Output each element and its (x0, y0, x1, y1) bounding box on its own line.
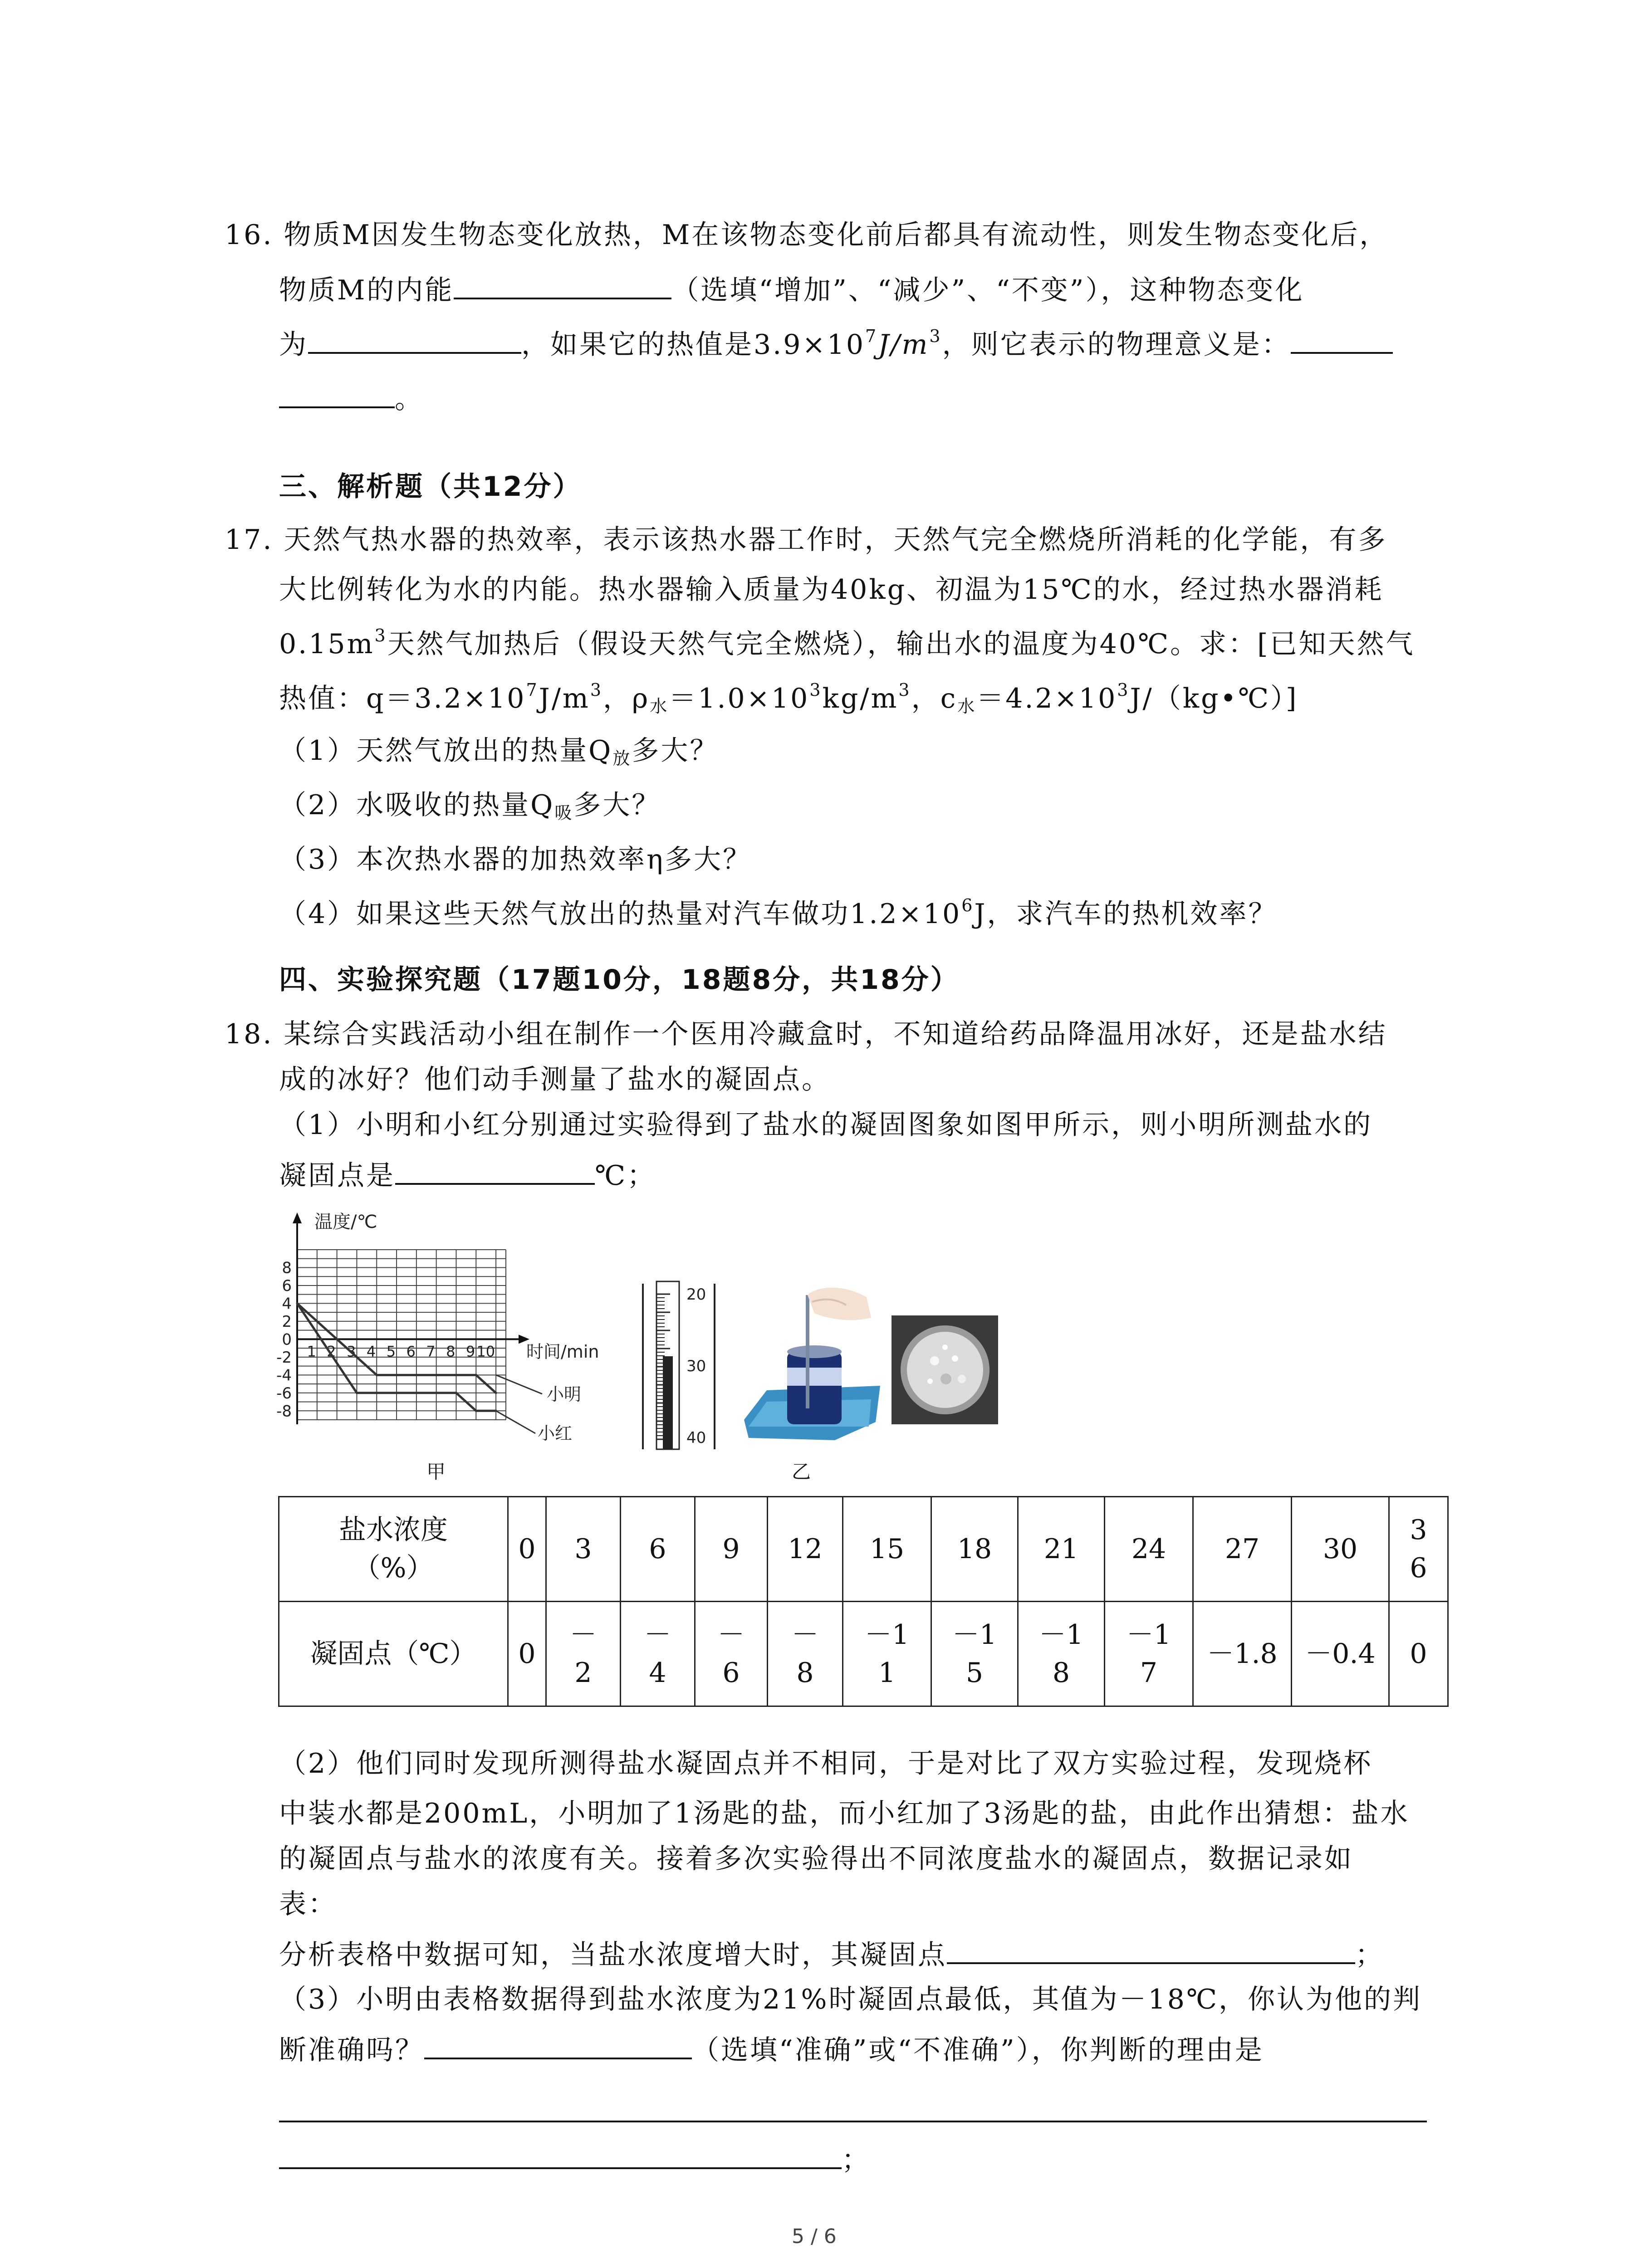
q16-text: 为 (279, 329, 308, 361)
q17-text: 天然气加热后（假设天然气完全燃烧），输出水的温度为40℃。求：[已知天然气 (387, 628, 1415, 660)
answer-blank-meaning-2[interactable] (279, 380, 395, 408)
table-cell: 9 (695, 1497, 768, 1602)
q17-text: 多大？ (632, 735, 719, 767)
figure-label-yi: 乙 (792, 1461, 811, 1483)
q17-text: （2）水吸收的热量Q (279, 789, 555, 821)
y-tick-label: -6 (276, 1384, 292, 1403)
q17-text: ，ρ (603, 683, 650, 714)
q17-text: ＝1.0×10 (669, 683, 810, 714)
table-cell: 27 (1193, 1497, 1292, 1602)
q16-text: （选填“增加”、“减少”、“不变”），这种物态变化 (671, 274, 1304, 306)
q18-text: （选填“准确”或“不准确”），你判断的理由是 (692, 2034, 1264, 2066)
thermo-label-30: 30 (686, 1357, 706, 1375)
table-cell: －1.8 (1193, 1602, 1292, 1706)
q18-part2-line-4: 表： (279, 1888, 337, 1920)
freezing-graph (270, 1204, 615, 1472)
graph-y-ticks (276, 1259, 292, 1420)
data-point (376, 1374, 378, 1376)
y-tick-label: 6 (282, 1276, 292, 1295)
q16-text: 物质M的内能 (279, 274, 454, 306)
x-tick-label: 3 (347, 1343, 356, 1360)
q17-line-4 (279, 680, 1298, 717)
q17-line-3 (279, 626, 1415, 662)
table-cell: －4 (621, 1602, 695, 1706)
table-header-freezing-point: 凝固点（℃） (279, 1602, 508, 1706)
answer-blank-internal-energy[interactable] (454, 271, 671, 299)
table-cell: 6 (621, 1497, 695, 1602)
table-cell: －8 (768, 1602, 843, 1706)
subscript: 水 (650, 696, 669, 716)
x-tick-label: 2 (327, 1343, 336, 1360)
thermo-label-20: 20 (686, 1286, 706, 1304)
q18-text: 断准确吗？ (279, 2034, 424, 2066)
q16-line-2 (279, 271, 1304, 308)
q18-part2-line-5 (279, 1936, 1384, 1973)
table-cell: 24 (1105, 1497, 1193, 1602)
superscript: 3 (809, 680, 823, 700)
q18-part3-line-4 (279, 2141, 871, 2178)
x-tick-label: 5 (386, 1343, 396, 1360)
q16-text: ，则它表示的物理意义是： (942, 329, 1291, 361)
subscript: 水 (957, 696, 977, 716)
table-cell: －0.4 (1292, 1602, 1389, 1706)
y-tick-label: 0 (282, 1330, 292, 1349)
q17-text: kg/m (822, 683, 899, 714)
superscript: 7 (526, 680, 539, 700)
q18-part3-line-2 (279, 2031, 1264, 2068)
data-point (455, 1392, 457, 1394)
table-cell: 0 (508, 1602, 546, 1706)
q17-text: J/（kg•℃）] (1130, 683, 1298, 714)
x-tick-label: 7 (426, 1343, 436, 1360)
q16-text: ，如果它的热值是3.9×10 (521, 329, 866, 361)
superscript: 3 (590, 680, 603, 700)
answer-blank-phase-change[interactable] (308, 326, 521, 354)
x-tick-label: 8 (446, 1343, 456, 1360)
q17-line-2: 大比例转化为水的内能。热水器输入质量为40kg、初温为15℃的水，经过热水器消耗 (279, 574, 1384, 606)
section-4-title: 四、实验探究题（17题10分，18题8分，共18分） (279, 964, 960, 996)
y-tick-label: -4 (276, 1366, 292, 1385)
graph-y-label: 温度/℃ (314, 1212, 377, 1232)
superscript: 7 (865, 326, 878, 346)
page-number: 5 / 6 (792, 2225, 837, 2248)
q18-part1-line-1: （1）小明和小红分别通过实验得到了盐水的凝固图象如图甲所示，则小明所测盐水的 (279, 1109, 1373, 1141)
table-cell: 0 (508, 1497, 546, 1602)
q17-text: J，求汽车的热机效率？ (974, 898, 1278, 930)
legend-leader-xiaohong (496, 1411, 535, 1433)
superscript: 3 (374, 626, 387, 645)
table-cell: 18 (931, 1497, 1018, 1602)
answer-blank-reason-2[interactable] (279, 2141, 842, 2169)
table-cell: 12 (768, 1497, 843, 1602)
superscript: 3 (929, 326, 942, 346)
y-tick-label: -2 (276, 1348, 292, 1367)
figure-label-jia: 甲 (426, 1461, 446, 1483)
table-cell: －2 (546, 1602, 621, 1706)
answer-blank-meaning-1[interactable] (1291, 326, 1393, 354)
q18-part1-line-2 (279, 1157, 656, 1194)
cup-stirring-photo (740, 1277, 885, 1449)
table-row-concentration (279, 1497, 1448, 1602)
answer-line-reason-1[interactable] (279, 2121, 1427, 2122)
table-cell: 3 (546, 1497, 621, 1602)
q17-text: J/m (539, 683, 590, 714)
table-cell: 21 (1018, 1497, 1105, 1602)
q17-text: ，c (911, 683, 958, 714)
q18-text: ； (842, 2144, 871, 2176)
legend-xiaoming: 小明 (547, 1384, 582, 1404)
table-cell: －6 (695, 1602, 768, 1706)
table-header-concentration: 盐水浓度（%） (279, 1497, 508, 1602)
y-tick-label: -8 (276, 1402, 292, 1421)
q17-line-1: 17. 天然气热水器的热效率，表示该热水器工作时，天然气完全燃烧所消耗的化学能，有多 (225, 524, 1387, 556)
subscript: 放 (612, 748, 632, 768)
subscript: 吸 (554, 803, 574, 823)
q17-text: 多大？ (573, 789, 661, 821)
q17-text: 0.15m (279, 628, 375, 660)
q16-text: 。 (395, 383, 424, 415)
superscript: 6 (961, 895, 975, 915)
data-point (475, 1374, 477, 1376)
thermometer (633, 1277, 724, 1458)
table-cell: －18 (1018, 1602, 1105, 1706)
x-tick-label: 10 (476, 1343, 495, 1360)
q18-part2-line-3: 的凝固点与盐水的浓度有关。接着多次实验得出不同浓度盐水的凝固点，数据记录如 (279, 1843, 1353, 1875)
graph-series (296, 1302, 543, 1433)
answer-blank-trend[interactable] (947, 1936, 1355, 1964)
q16-line-3 (279, 326, 1393, 363)
answer-blank-accuracy[interactable] (424, 2031, 692, 2059)
table-cell: 15 (843, 1497, 931, 1602)
table-cell: －11 (843, 1602, 931, 1706)
thermo-label-40: 40 (686, 1429, 706, 1447)
legend-xiaohong: 小红 (538, 1423, 573, 1443)
table-row-freezing-point (279, 1602, 1448, 1706)
legend-leader-xiaoming (496, 1375, 542, 1394)
q18-line-2: 成的冰好？他们动手测量了盐水的凝固点。 (279, 1064, 831, 1095)
q17-text: （1）天然气放出的热量Q (279, 735, 613, 767)
table-cell: －15 (931, 1602, 1018, 1706)
x-tick-label: 4 (366, 1343, 376, 1360)
q17-sub-1 (279, 733, 719, 769)
data-point (475, 1410, 477, 1412)
y-tick-label: 4 (282, 1295, 292, 1313)
superscript: 3 (1117, 680, 1130, 700)
table-cell: 30 (1292, 1497, 1389, 1602)
data-point (296, 1302, 299, 1305)
y-tick-label: 2 (282, 1312, 292, 1331)
q17-text: （4）如果这些天然气放出的热量对汽车做功1.2×10 (279, 898, 962, 930)
answer-blank-freezing-point[interactable] (395, 1157, 595, 1185)
salt-water-freezing-table (278, 1496, 1449, 1707)
q16-line-1: 16. 物质M因发生物态变化放热，M在该物态变化前后都具有流动性，则发生物态变化后， (225, 219, 1389, 251)
q17-sub-4 (279, 896, 1277, 932)
q18-text: 凝固点是 (279, 1160, 395, 1192)
q17-sub-3: （3）本次热水器的加热效率η多大？ (279, 844, 752, 875)
q17-text: 热值：q＝3.2×10 (279, 683, 526, 714)
y-axis-arrow (293, 1212, 302, 1223)
x-tick-label: 9 (465, 1343, 475, 1360)
x-tick-label: 6 (406, 1343, 416, 1360)
q18-text: ℃； (595, 1160, 656, 1192)
graph-grid (297, 1250, 506, 1420)
graph-x-label: 时间/min (526, 1342, 599, 1362)
data-point (495, 1392, 497, 1394)
table-cell: －17 (1105, 1602, 1193, 1706)
q17-sub-2 (279, 787, 661, 823)
x-tick-label: 1 (307, 1343, 316, 1360)
table-cell: 0 (1389, 1602, 1448, 1706)
q18-part2-line-2: 中装水都是200mL，小明加了1汤匙的盐，而小红加了3汤匙的盐，由此作出猜想：盐水 (279, 1798, 1410, 1829)
q17-text: ＝4.2×10 (976, 683, 1117, 714)
q18-part2-line-1: （2）他们同时发现所测得盐水凝固点并不相同，于是对比了双方实验过程，发现烧杯 (279, 1748, 1373, 1779)
q16-line-4 (279, 380, 424, 417)
q18-line-1: 18. 某综合实践活动小组在制作一个医用冷藏盒时，不知道给药品降温用冰好，还是盐水结 (225, 1018, 1387, 1050)
unit: J/m (878, 329, 930, 361)
y-tick-label: 8 (282, 1259, 292, 1277)
q18-text: ； (1355, 1939, 1384, 1971)
q18-text: 分析表格中数据可知，当盐水浓度增大时，其凝固点 (279, 1939, 947, 1971)
superscript: 3 (898, 680, 911, 700)
table-cell: 36 (1389, 1497, 1448, 1602)
data-point (356, 1392, 358, 1394)
section-3-title: 三、解析题（共12分） (279, 471, 582, 503)
salt-ice-photo (892, 1315, 998, 1424)
q18-part3-line-1: （3）小明由表格数据得到盐水浓度为21%时凝固点最低，其值为－18℃，你认为他的判 (279, 1984, 1422, 2015)
